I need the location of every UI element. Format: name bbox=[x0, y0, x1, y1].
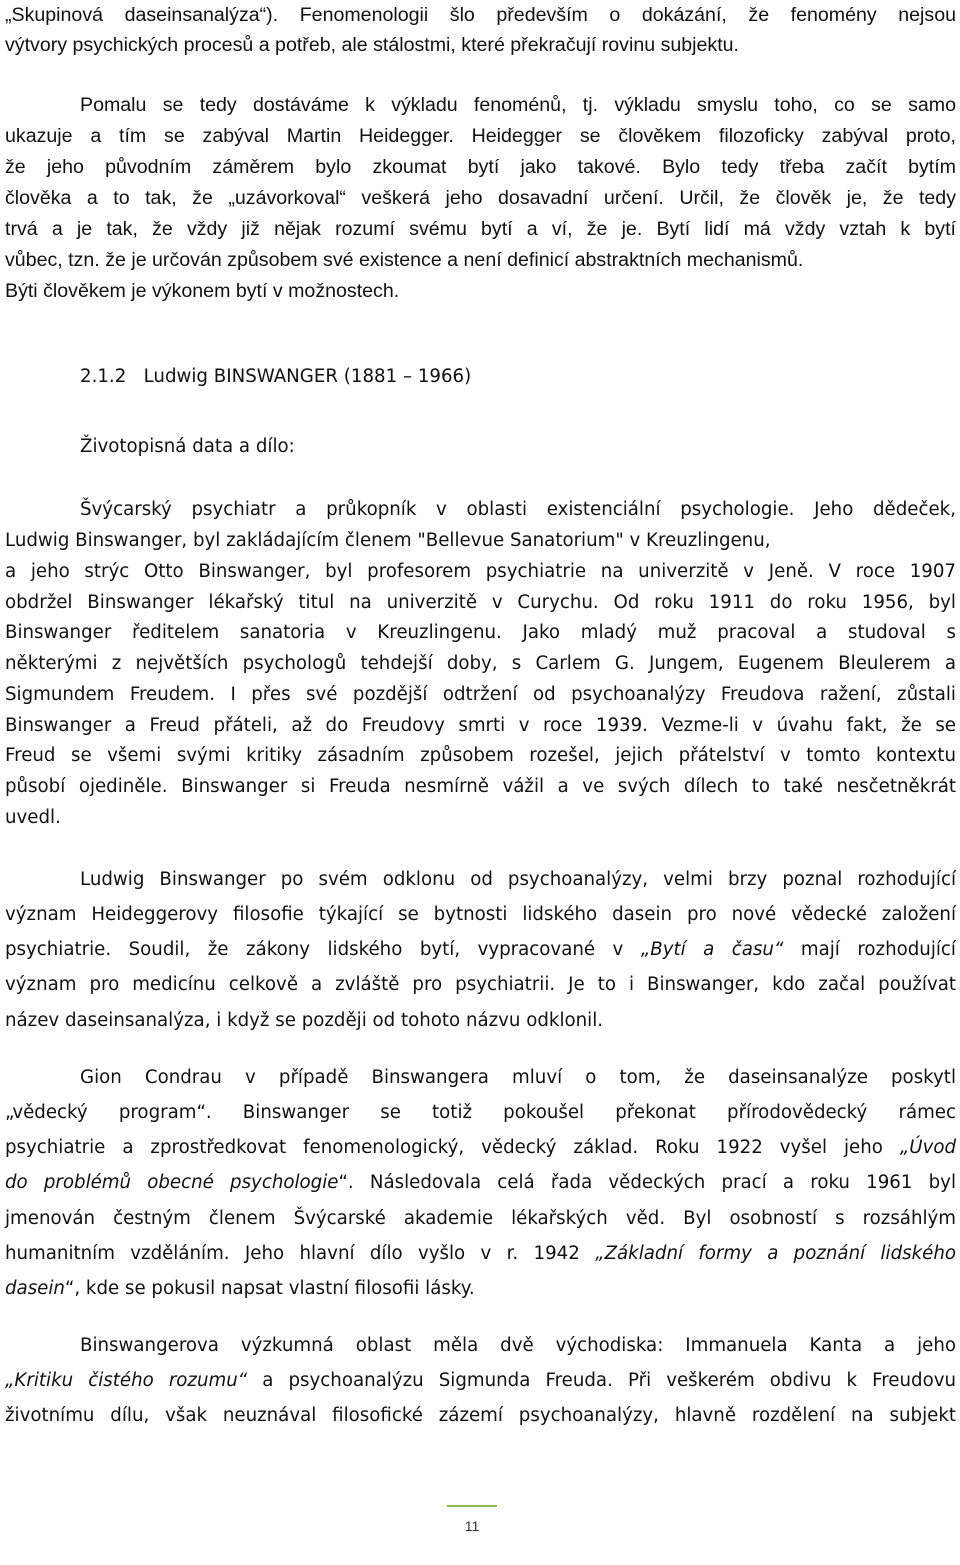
text-line: Pomalu se tedy dostáváme k výkladu fenoménů, tj. výkladu smyslu toho, co se samo bbox=[80, 94, 956, 116]
text-segment: mají rozhodující bbox=[800, 939, 956, 960]
text-segment: Bylo tedy třeba začít bytím bbox=[662, 156, 957, 178]
book-title: „Kritiku čistého rozumu“ bbox=[5, 1370, 248, 1391]
text-line: životnímu dílu, však neuznával filosofické zázemí psychoanalýzy, hlavně rozdělení na subjekt bbox=[5, 1405, 956, 1426]
text-segment: že jeho původním záměrem bylo zkoumat bytí jako takové. bbox=[5, 156, 641, 178]
text-segment: psychiatrie. Soudil, že zákony lidského bytí, vypracované v bbox=[5, 939, 624, 960]
text-line: výtvory psychických procesů a potřeb, ale stálostmi, které překračují rovinu subjektu. bbox=[5, 34, 739, 56]
text-line: Binswanger a Freud přáteli, až do Freudovy smrti v roce 1939. Vezme-li v úvahu fakt, že se bbox=[5, 715, 956, 736]
text-segment: humanitním vzděláním. Jeho hlavní dílo vyšlo v r. 1942 bbox=[5, 1243, 580, 1264]
text-line: Ludwig Binswanger po svém odklonu od psychoanalýzy, velmi brzy poznal rozhodující bbox=[80, 869, 956, 890]
text-line: obdržel Binswanger lékařský titul na univerzitě v Curychu. Od roku 1911 do roku 1956, byl bbox=[5, 592, 956, 613]
text-line bbox=[5, 123, 956, 149]
text-line: Ludwig Binswanger, byl zakládajícím členem "Bellevue Sanatorium" v Kreuzlingenu, bbox=[5, 530, 771, 551]
text-segment: psychiatrie a zprostředkovat fenomenologický, vědecký základ. Roku 1922 vyšel jeho bbox=[5, 1137, 883, 1158]
text-line bbox=[5, 1170, 956, 1196]
text-line bbox=[5, 216, 956, 242]
book-title: do problémů obecné psychologie bbox=[5, 1172, 339, 1193]
text-line bbox=[5, 1276, 956, 1302]
footer-rule bbox=[447, 1505, 497, 1507]
text-segment: trvá a je tak, že vždy již nějak rozumí svému bytí a ví, že je. bbox=[5, 218, 643, 240]
text-segment: Bytí lidí má vždy vztah k bytí bbox=[656, 218, 956, 240]
text-line: vůbec, tzn. že je určován způsobem své existence a není definicí abstraktních mechanismů. bbox=[5, 249, 804, 271]
text-line: název daseinsanalýza, i když se později od tohoto názvu odklonil. bbox=[5, 1010, 604, 1031]
text-segment: “, kde se pokusil napsat vlastní filosofii lásky. bbox=[64, 1278, 475, 1299]
text-line: Binswangerova výzkumná oblast měla dvě východiska: Immanuela Kanta a jeho bbox=[80, 1335, 956, 1356]
book-title: „Bytí a času“ bbox=[640, 939, 784, 960]
text-line bbox=[5, 1241, 956, 1267]
text-line: „vědecký program“. Binswanger se totiž pokoušel překonat přírodovědecký rámec bbox=[5, 1102, 956, 1123]
text-line: některými z největších psychologů tehdejší doby, s Carlem G. Jungem, Eugenem Bleulerem a bbox=[5, 653, 956, 674]
text-line bbox=[5, 154, 956, 180]
text-line bbox=[5, 1135, 956, 1161]
text-line: působí ojediněle. Binswanger si Freuda nesmírně vážil a ve svých dílech to také nesčetněkrát bbox=[5, 776, 956, 797]
text-line: Freud se všemi svými kritiky zásadním způsobem rozešel, jejich přátelství v tomto kontextu bbox=[5, 745, 956, 766]
text-line: význam Heideggerovy filosofie týkající se bytnosti lidského dasein pro nové vědecké založení bbox=[5, 904, 956, 925]
text-segment: ukazuje a tím se zabýval Martin Heidegger. bbox=[5, 125, 454, 147]
page-number: 11 bbox=[464, 1518, 480, 1534]
text-line: a jeho strýc Otto Binswanger, byl profesorem psychiatrie na univerzitě v Jeně. V roce 1907 bbox=[5, 561, 956, 582]
section-heading: 2.1.2 Ludwig BINSWANGER (1881 – 1966) bbox=[80, 366, 472, 387]
text-line: Binswanger ředitelem sanatoria v Kreuzlingenu. Jako mladý muž pracoval a studoval s bbox=[5, 622, 956, 643]
text-line bbox=[5, 1368, 956, 1394]
text-line: „Skupinová daseinsanalýza“). Fenomenologii šlo především o dokázání, že fenomény nejsou bbox=[5, 4, 956, 26]
text-line: Býti člověkem je výkonem bytí v možnostech. bbox=[5, 280, 400, 302]
text-line: uvedl. bbox=[5, 807, 61, 828]
book-title: „Úvod bbox=[899, 1137, 956, 1158]
text-segment: člověka a to tak, že „uzávorkoval“ veškerá jeho dosavadní určení. bbox=[5, 187, 664, 209]
text-line: význam pro medicínu celkově a zvláště pro psychiatrii. Je to i Binswanger, kdo začal používat bbox=[5, 974, 956, 995]
text-line: Sigmundem Freudem. I přes své pozdější odtržení od psychoanalýzy Freudova ražení, zůstali bbox=[5, 684, 956, 705]
text-line: Švýcarský psychiatr a průkopník v oblasti existenciální psychologie. Jeho dědeček, bbox=[80, 499, 956, 520]
book-title: „Základní formy a poznání lidského bbox=[595, 1243, 956, 1264]
text-segment: “. Následovala celá řada vědeckých prací a roku 1961 byl bbox=[338, 1172, 956, 1193]
text-line bbox=[5, 185, 956, 211]
text-line bbox=[5, 937, 956, 963]
section-subheading: Životopisná data a dílo: bbox=[80, 436, 295, 457]
book-title: dasein bbox=[5, 1278, 65, 1299]
text-segment: a psychoanalýzu Sigmunda Freuda. Při veškerém obdivu k Freudovu bbox=[247, 1370, 956, 1391]
text-segment: Heidegger se člověkem filozoficky zabýval proto, bbox=[471, 125, 956, 147]
text-line: jmenován čestným členem Švýcarské akademie lékařských věd. Byl osobností s rozsáhlým bbox=[5, 1208, 956, 1229]
text-segment: Určil, že člověk je, že tedy bbox=[679, 187, 957, 209]
text-line: Gion Condrau v případě Binswangera mluví o tom, že daseinsanalýze poskytl bbox=[80, 1067, 956, 1088]
